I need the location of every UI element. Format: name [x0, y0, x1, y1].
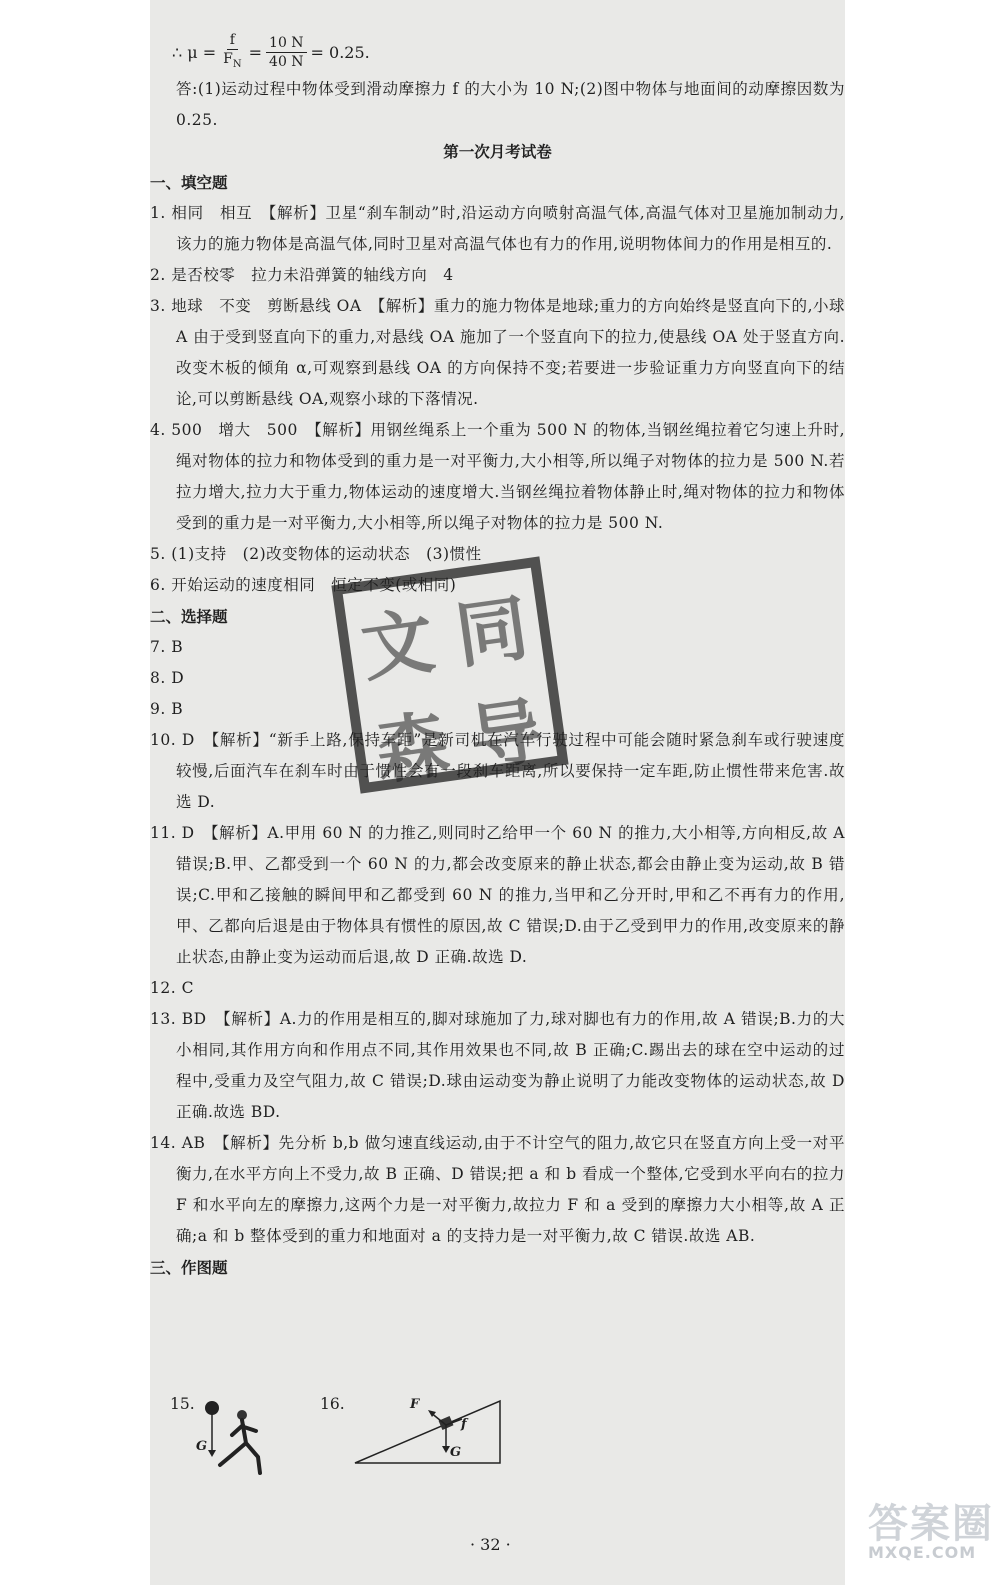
question-11: 11. D 【解析】A.甲用 60 N 的力推乙,则同时乙给甲一个 60 N 的推力,大小相等,方向相反,故 A 错误;B.甲、乙都受到一个 60 N 的力,都会改变原来的静止状态,都会由静止变为运动,故 B 错误;C.甲和乙接触的瞬间甲和乙都受到 60 N 的推力,当甲和乙分开时,甲和乙不再有力的作用,甲、乙都向后退是由于物体具有惯性的原因,故 C 错误;D.由于乙受到甲力的作用,改变原来的静止状态,由静止变为运动而后退,故 D 正确.故选 D.: [150, 824, 845, 966]
figure-15-label: 15.: [170, 1395, 195, 1413]
friction-formula: [150, 30, 845, 74]
answer-summary: 答:(1)运动过程中物体受到滑动摩擦力 f 的大小为 10 N;(2)图中物体与地面间的动摩擦因数为 0.25.: [176, 80, 845, 129]
page-margin: [845, 0, 1000, 1585]
gravity-label: G: [196, 1439, 208, 1454]
formula-eq: =: [248, 42, 263, 62]
fraction-values: [266, 34, 307, 71]
section-fill: 一、填空题: [150, 173, 228, 192]
question-8: 8. D: [150, 669, 185, 687]
stamp-char: 文: [356, 598, 440, 692]
question-1: 1. 相同 相互 【解析】卫星“刹车制动”时,沿运动方向喷射高温气体,高温气体对卫星施加制动力,该力的施力物体是高温气体,同时卫星对高温气体也有力的作用,说明物体间力的作用是相互的.: [150, 204, 845, 253]
ink-stamp: [331, 556, 568, 793]
formula-prefix: ∴ μ =: [172, 42, 217, 62]
question-14: 14. AB 【解析】先分析 b,b 做匀速直线运动,由于不计空气的阻力,故它只在竖直方向上受一对平衡力,在水平方向上不受力,故 B 正确、D 错误;把 a 和 b 看成一个整体,它受到水平向右的拉力 F 和水平向左的摩擦力,这两个力是一对平衡力,故拉力 F 和 a 受到的摩擦力大小相等,故 A 正确;a 和 b 整体受到的重力和地面对 a 的支持力是一对平衡力,故 C 错误.故选 AB.: [150, 1134, 845, 1245]
section-choice: 二、选择题: [150, 607, 228, 626]
question-7: 7. B: [150, 638, 184, 656]
question-2: 2. 是否校零 拉力未沿弹簧的轴线方向 4: [150, 266, 454, 284]
friction-f-label: f: [461, 1417, 467, 1432]
question-10: 10. D 【解析】“新手上路,保持车距”是新司机在汽车行驶过程中可能会随时紧急刹车或行驶速度较慢,后面汽车在刹车时由于惯性会有一段刹车距离,所以要保持一定车距,防止惯性带来危害.故选 D.: [150, 731, 845, 811]
watermark-url: MXQE.COM: [868, 1543, 977, 1562]
exam-title: 第一次月考试卷: [443, 142, 552, 161]
frac-den: 40 N: [269, 53, 304, 70]
question-3: 3. 地球 不变 剪断悬线 OA 【解析】重力的施力物体是地球;重力的方向始终是竖直向下的,小球 A 由于受到竖直向下的重力,对悬线 OA 施加了一个竖直向下的拉力,使悬线 OA 处于竖直方向.改变木板的倾角 α,可观察到悬线 OA 的方向保持不变;若要进一步验证重力方向竖直向下的结论,可以剪断悬线 OA,观察小球的下落情况.: [150, 297, 845, 408]
force-F-label: F: [410, 1397, 420, 1412]
frac-den: $F_N$: [223, 50, 242, 70]
figure-16-label: 16.: [320, 1395, 345, 1413]
stamp-char: 导: [464, 688, 548, 782]
fraction-f-over-fn: [220, 31, 244, 74]
page-number: · 32 ·: [470, 1535, 511, 1554]
incline-diagram: [350, 1395, 510, 1467]
question-9: 9. B: [150, 700, 184, 718]
question-5: 5. (1)支持 (2)改变物体的运动状态 (3)惯性: [150, 545, 482, 563]
stamp-char: 森: [370, 701, 454, 795]
question-12: 12. C: [150, 979, 194, 997]
question-4: 4. 500 增大 500 【解析】用钢丝绳系上一个重为 500 N 的物体,当钢丝绳拉着它匀速上升时,绳对物体的拉力和物体受到的重力是一对平衡力,大小相等,所以绳子对物体的拉力是 500 N.若拉力增大,拉力大于重力,物体运动的速度增大.当钢丝绳拉着物体静止时,绳对物体的拉力和物体受到的重力是一对平衡力,大小相等,所以绳子对物体的拉力是 500 N.: [150, 421, 845, 532]
stamp-char: 同: [450, 585, 534, 679]
watermark-logo: 答案圈: [868, 1501, 994, 1547]
gravity-G-label: G: [450, 1445, 462, 1460]
site-watermark: [868, 1492, 994, 1562]
question-6: 6. 开始运动的速度相同 恒定不变(或相同): [150, 576, 457, 594]
frac-num: f: [227, 31, 238, 50]
question-13: 13. BD 【解析】A.力的作用是相互的,脚对球施加了力,球对脚也有力的作用,故 A 错误;B.力的大小相同,其作用方向和作用点不同,其作用效果也不同,故 B 正确;C.踢出去的球在空中运动的过程中,受重力及空气阻力,故 C 错误;D.球由运动变为静止说明了力能改变物体的运动状态,故 D 正确.故选 BD.: [150, 1010, 845, 1121]
frac-num: 10 N: [266, 34, 307, 53]
formula-result: = 0.25.: [310, 42, 370, 62]
section-draw: 三、作图题: [150, 1258, 228, 1277]
